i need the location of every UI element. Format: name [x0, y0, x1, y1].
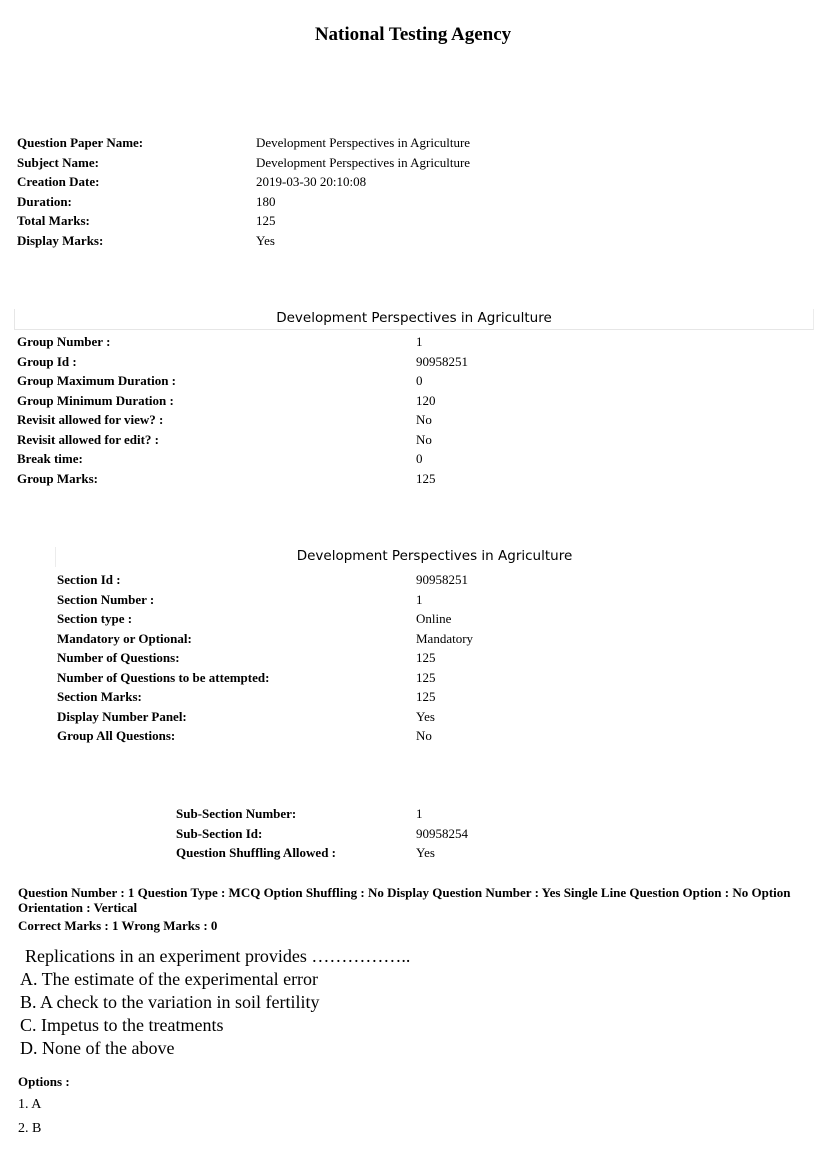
- info-label: Mandatory or Optional:: [57, 630, 192, 646]
- info-label: Sub-Section Number:: [176, 806, 297, 821]
- info-row: [176, 824, 468, 844]
- info-value: Yes: [416, 845, 435, 860]
- info-value: Online: [416, 611, 452, 626]
- info-value: 90958254: [416, 825, 468, 841]
- options-list: [18, 1093, 41, 1141]
- info-label: Display Number Panel:: [57, 708, 187, 724]
- info-label: Group Marks:: [17, 470, 99, 486]
- info-label: Group Number :: [17, 334, 111, 349]
- info-row: [17, 352, 468, 372]
- info-row: [17, 153, 470, 173]
- info-value: No: [416, 728, 432, 743]
- info-row: [57, 648, 473, 668]
- page-title: National Testing Agency: [314, 24, 512, 45]
- info-value: Yes: [416, 708, 435, 724]
- info-label: Number of Questions to be attempted:: [57, 669, 270, 685]
- section-info: [57, 570, 473, 746]
- info-value: Mandatory: [416, 630, 474, 646]
- question-choice: B. A check to the variation in soil fertility: [20, 992, 320, 1012]
- option-item: 2. B: [18, 1121, 42, 1136]
- info-value: Development Perspectives in Agriculture: [256, 135, 471, 150]
- info-row: [17, 133, 470, 153]
- info-row: [17, 231, 470, 251]
- info-value: 125: [416, 669, 436, 685]
- info-value: 1: [416, 806, 423, 821]
- info-label: Total Marks:: [17, 213, 90, 228]
- info-label: Revisit allowed for view? :: [17, 412, 164, 427]
- info-label: Question Shuffling Allowed :: [176, 845, 337, 860]
- info-row: [17, 469, 468, 489]
- info-row: [17, 332, 468, 352]
- options-label: Options :: [18, 1074, 70, 1089]
- info-row: [176, 804, 468, 824]
- info-label: Creation Date:: [17, 174, 100, 189]
- info-label: Group Id :: [17, 353, 77, 369]
- info-label: Group Minimum Duration :: [17, 392, 174, 408]
- info-row: [57, 590, 473, 610]
- question-meta-text: Question Number : 1 Question Type : MCQ Option Shuffling : No Display Question Number : Yes Single Line Question Option : No Option Orientation : Vertical: [18, 885, 791, 915]
- info-value: 0: [416, 451, 423, 466]
- info-row: [17, 172, 470, 192]
- info-label: Section type :: [57, 611, 133, 626]
- info-label: Sub-Section Id:: [176, 825, 263, 841]
- question-stem: Replications in an experiment provides ……………..: [25, 946, 411, 966]
- info-value: Yes: [256, 232, 275, 248]
- info-row: [17, 211, 470, 231]
- info-row: [57, 668, 473, 688]
- info-row: [176, 843, 468, 863]
- info-row: [17, 192, 470, 212]
- info-value: 125: [416, 470, 436, 486]
- question-choice: A. The estimate of the experimental error: [20, 969, 319, 989]
- info-value: 1: [416, 591, 423, 607]
- question-marks: Correct Marks : 1 Wrong Marks : 0: [18, 918, 218, 933]
- info-label: Number of Questions:: [57, 650, 180, 665]
- question-choice: D. None of the above: [20, 1038, 175, 1058]
- info-value: No: [416, 412, 432, 427]
- info-row: [57, 570, 473, 590]
- info-row: [17, 449, 468, 469]
- info-row: [57, 629, 473, 649]
- section-banner: Development Perspectives in Agriculture: [55, 547, 813, 567]
- paper-info: [17, 133, 470, 250]
- info-row: [57, 609, 473, 629]
- info-value: 1: [416, 334, 423, 349]
- info-row: [57, 707, 473, 727]
- info-label: Display Marks:: [17, 232, 104, 248]
- question-body: [20, 945, 410, 1060]
- info-label: Subject Name:: [17, 154, 99, 170]
- info-value: Development Perspectives in Agriculture: [256, 154, 471, 170]
- info-label: Section Number :: [57, 591, 155, 607]
- info-row: [17, 410, 468, 430]
- info-value: 180: [256, 193, 276, 209]
- info-value: 2019-03-30 20:10:08: [256, 174, 367, 189]
- info-value: 90958251: [416, 572, 468, 587]
- info-value: 120: [416, 392, 436, 408]
- info-row: [17, 391, 468, 411]
- subsection-info: [176, 804, 468, 863]
- option-item: 1. A: [18, 1097, 42, 1112]
- info-label: Duration:: [17, 193, 72, 209]
- info-row: [57, 687, 473, 707]
- info-value: No: [416, 431, 432, 447]
- info-row: [17, 371, 468, 391]
- info-label: Break time:: [17, 451, 83, 466]
- info-label: Section Id :: [57, 572, 121, 587]
- info-value: 125: [256, 213, 276, 228]
- info-row: [57, 726, 473, 746]
- info-label: Section Marks:: [57, 689, 142, 704]
- info-value: 0: [416, 373, 423, 388]
- group-banner: Development Perspectives in Agriculture: [14, 309, 814, 330]
- info-label: Group All Questions:: [57, 728, 176, 743]
- info-value: 125: [416, 650, 436, 665]
- group-info: [17, 332, 468, 488]
- info-label: Revisit allowed for edit? :: [17, 431, 160, 447]
- info-value: 125: [416, 689, 436, 704]
- info-row: [17, 430, 468, 450]
- question-meta: [18, 886, 808, 934]
- info-value: 90958251: [416, 353, 468, 369]
- info-label: Question Paper Name:: [17, 135, 144, 150]
- question-choice: C. Impetus to the treatments: [20, 1015, 224, 1035]
- info-label: Group Maximum Duration :: [17, 373, 177, 388]
